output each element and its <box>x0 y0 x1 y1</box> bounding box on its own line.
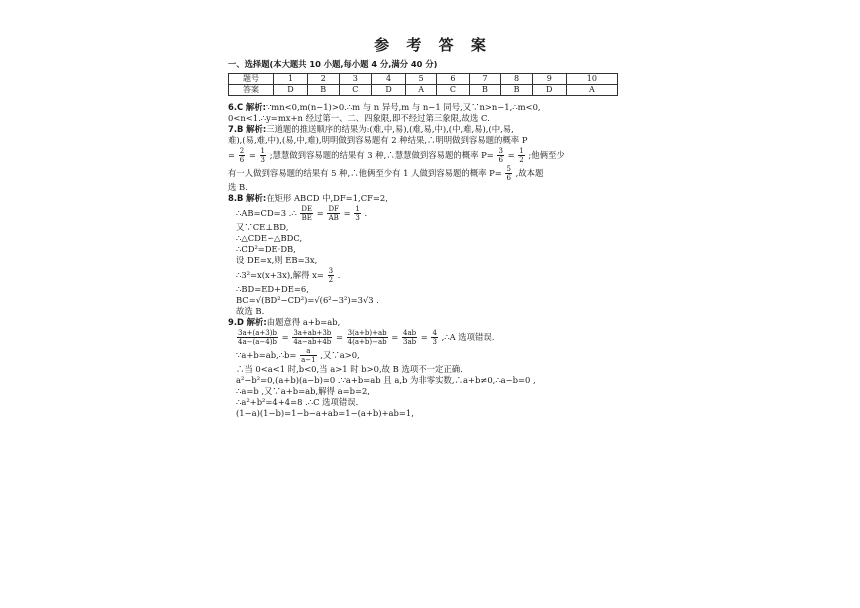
fraction <box>292 329 332 346</box>
q8-line-6: 设 DE=x,则 EB=3x, <box>236 255 318 265</box>
text: = <box>281 332 289 342</box>
q9-number: 9.D <box>228 317 244 327</box>
text: = <box>316 208 324 218</box>
fraction <box>300 347 317 364</box>
text: . <box>364 208 368 218</box>
table-row-numbers <box>229 74 618 85</box>
denominator: BE <box>301 214 312 222</box>
answer-page <box>228 36 638 419</box>
q9-line-1 <box>228 317 638 328</box>
fraction <box>300 205 313 222</box>
q8-line-4: ∴△CDE∽△BDC, <box>236 233 303 243</box>
text: = <box>507 150 515 160</box>
q8-line-8: ∴BD=ED+DE=6, <box>236 284 309 294</box>
q7-text: 三道题的推送顺序的结果为:(难,中,易),(难,易,中),(中,难,易),(中,易, <box>266 124 514 134</box>
table-row-answers <box>229 85 618 96</box>
denominator: 6 <box>239 156 245 164</box>
q6-line-1 <box>228 102 638 113</box>
q8-line-7 <box>228 266 638 284</box>
fraction <box>497 147 503 164</box>
text: = <box>343 208 351 218</box>
table-cell: C <box>339 85 372 96</box>
text: . <box>337 270 341 280</box>
denominator: 3 <box>260 156 266 164</box>
numerator: 5 <box>506 165 511 173</box>
text: = <box>335 332 343 342</box>
numerator: 3a+ab+3b <box>293 329 332 337</box>
text: = <box>420 332 428 342</box>
q7-line-1 <box>228 124 638 135</box>
table-cell: D <box>372 85 406 96</box>
table-cell: D <box>532 85 566 96</box>
q9-line-6: ∴a=b ,又∵a+b=ab,解得 a=b=2, <box>236 386 370 396</box>
table-cell: D <box>274 85 308 96</box>
text: = <box>248 150 256 160</box>
denominator: a−1 <box>301 356 316 364</box>
table-cell: B <box>307 85 339 96</box>
numerator: 3(a+b)+ab <box>347 329 387 337</box>
denominator: AB <box>328 214 339 222</box>
numerator: 1 <box>355 205 360 213</box>
fraction <box>431 329 437 346</box>
numerator: a <box>300 347 317 356</box>
fraction <box>239 147 245 164</box>
numerator: 4 <box>432 329 437 337</box>
q9-line-5: a²−b²=0,(a+b)(a−b)=0 .∵a+b=ab 且 a,b 为非零实数,∴a+b≠0,∴a−b=0 , <box>236 375 536 385</box>
table-cell: C <box>437 85 470 96</box>
q7-line-5: 选 B. <box>228 182 248 192</box>
q8-text: 在矩形 ABCD 中,DF=1,CF=2, <box>266 193 388 203</box>
q8-line-2 <box>228 204 638 222</box>
table-cell: B <box>501 85 533 96</box>
q9-line-3 <box>228 346 638 364</box>
denominator: 2 <box>328 276 334 284</box>
denominator: 2 <box>519 156 524 164</box>
fraction <box>328 267 334 284</box>
table-cell: 2 <box>307 74 339 85</box>
text: ∵a+b=ab,∴b= <box>236 350 297 360</box>
table-cell: 5 <box>406 74 437 85</box>
q9-line-4: ∴当 0<a<1 时,b<0,当 a>1 时 b>0,故 B 选项不一定正确. <box>236 364 463 374</box>
q8-line-1 <box>228 193 638 204</box>
q7-line-3 <box>228 146 638 164</box>
text: ,∴A 选项错误. <box>441 332 495 342</box>
analysis-label: 解析: <box>245 102 266 112</box>
text: = <box>228 150 236 160</box>
table-cell: 6 <box>437 74 470 85</box>
table-cell: 9 <box>532 74 566 85</box>
text: ∴3²=x(x+3x),解得 x= <box>236 270 324 280</box>
q6-line-2: 0<n<1.∴y=mx+n 经过第一、二、四象限,即不经过第三象限,故选 C. <box>228 113 490 123</box>
denominator: 6 <box>506 174 511 182</box>
denominator: 6 <box>498 156 503 164</box>
fraction <box>505 165 511 182</box>
q8-line-3: 又∵CE⊥BD, <box>236 222 289 232</box>
table-cell: 3 <box>339 74 372 85</box>
text: 有一人做到容易题的结果有 5 种,∴他俩至少有 1 人做到容易题的概率 P= <box>228 168 502 178</box>
numerator: 3 <box>498 147 503 155</box>
q9-line-2 <box>228 328 638 346</box>
denominator: 3ab <box>402 338 417 346</box>
table-cell: B <box>469 85 501 96</box>
numerator: 3 <box>328 267 334 275</box>
fraction <box>327 205 339 222</box>
q8-line-5: ∴CD²=DE·DB, <box>236 244 296 254</box>
numerator: 1 <box>260 147 266 155</box>
analysis-label: 解析: <box>246 317 267 327</box>
q8-line-10: 故选 B. <box>236 306 265 316</box>
fraction <box>347 329 388 346</box>
q9-text: 由题意得 a+b=ab, <box>266 317 341 327</box>
fraction <box>354 205 360 222</box>
table-cell: A <box>406 85 437 96</box>
numerator: 4ab <box>402 329 417 337</box>
fraction <box>237 329 278 346</box>
section-heading: 一、选择题(本大题共 10 小题,每小题 4 分,满分 40 分) <box>228 59 438 69</box>
page-title: 参 考 答 案 <box>374 36 492 54</box>
q8-number: 8.B <box>228 193 244 203</box>
denominator: 3 <box>355 214 360 222</box>
analysis-label: 解析: <box>246 124 267 134</box>
table-cell: 4 <box>372 74 406 85</box>
table-cell: A <box>566 85 617 96</box>
numerator: 2 <box>239 147 245 155</box>
text: ∴AB=CD=3 .∴ <box>236 208 297 218</box>
fraction <box>260 147 266 164</box>
denominator: 3 <box>432 338 437 346</box>
q6-number: 6.C <box>228 102 244 112</box>
table-cell: 7 <box>469 74 501 85</box>
q9-line-7: ∴a²+b²=4+4=8 .∴C 选项错误. <box>236 397 359 407</box>
text: ,又∵a>0, <box>320 350 360 360</box>
table-cell: 10 <box>566 74 617 85</box>
fraction <box>402 329 417 346</box>
text: ;他俩至少 <box>528 150 565 160</box>
fraction <box>518 147 524 164</box>
text: ;慧慧做到容易题的结果有 3 种,∴慧慧做到容易题的概率 P= <box>269 150 494 160</box>
text: = <box>391 332 399 342</box>
q7-line-4 <box>228 164 638 182</box>
table-cell: 8 <box>501 74 533 85</box>
table-header-cell: 题号 <box>229 74 274 85</box>
numerator: DE <box>301 205 313 213</box>
answer-table <box>228 73 618 96</box>
numerator: 1 <box>519 147 524 155</box>
denominator: 4(a+b)−ab <box>347 338 387 346</box>
table-cell: 1 <box>274 74 308 85</box>
table-header-cell: 答案 <box>229 85 274 96</box>
text: ,故本题 <box>515 168 544 178</box>
numerator: 3a+(a+3)b <box>238 329 277 337</box>
q7-line-2: 难),(易,难,中),(易,中,难),明明做到容易题有 2 种结果,∴明明做到容易题的概率 P <box>228 135 528 145</box>
q6-text: ∵mn<0,m(n−1)>0.∴m 与 n 异号,m 与 n−1 同号,又∵n>n−1,∴m<0, <box>265 102 541 112</box>
denominator: 4a−(a−4)b <box>238 338 277 346</box>
analysis-label: 解析: <box>246 193 267 203</box>
denominator: 4a−ab+4b <box>293 338 332 346</box>
q7-number: 7.B <box>228 124 244 134</box>
q9-line-8: (1−a)(1−b)=1−b−a+ab=1−(a+b)+ab=1, <box>236 408 414 418</box>
q8-line-9: BC=√(BD²−CD²)=√(6²−3²)=3√3 . <box>236 295 379 305</box>
numerator: DF <box>328 205 339 213</box>
